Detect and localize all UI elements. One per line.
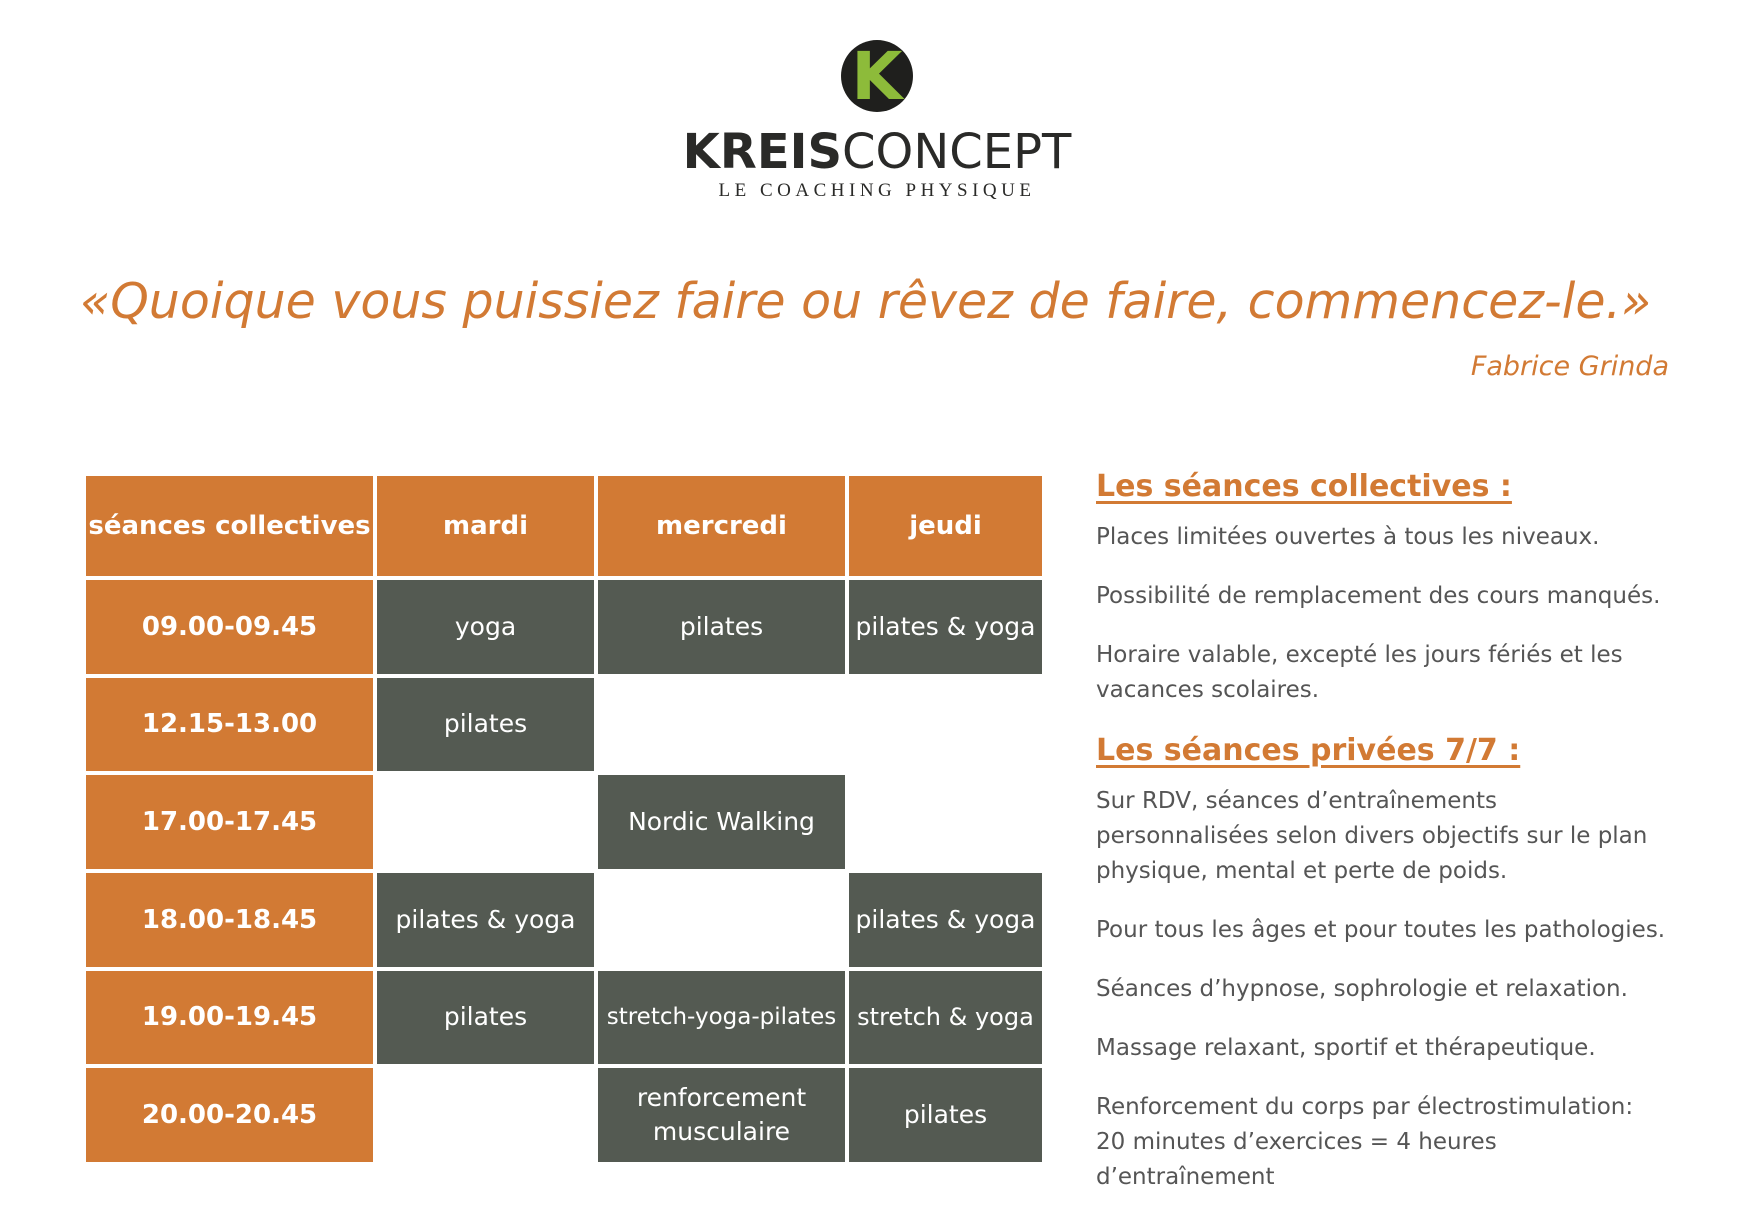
header-thursday: jeudi	[847, 474, 1044, 578]
info-paragraph: Pour tous les âges et pour toutes les pathologies.	[1096, 917, 1666, 943]
header-wednesday: mercredi	[596, 474, 847, 578]
private-sessions-title: Les séances privées 7/7 :	[1096, 733, 1521, 768]
logo-badge	[841, 40, 913, 112]
activity-cell: stretch-yoga-pilates	[596, 969, 847, 1067]
activity-cell: pilates	[375, 676, 596, 774]
table-row	[84, 969, 1044, 1067]
time-slot: 20.00-20.45	[84, 1066, 375, 1164]
empty-cell	[596, 676, 847, 774]
time-slot: 12.15-13.00	[84, 676, 375, 774]
quote-author: Fabrice Grinda	[1470, 351, 1669, 382]
activity-cell: stretch & yoga	[847, 969, 1044, 1067]
info-paragraph: Sur RDV, séances d’entraînements personnalisées selon divers objectifs sur le plan physique, mental et perte de poids.	[1096, 788, 1648, 884]
empty-cell	[847, 773, 1044, 871]
quote-text: «Quoique vous puissiez faire ou rêvez de faire, commencez-le.»	[80, 273, 1652, 330]
empty-cell	[375, 1066, 596, 1164]
empty-cell	[375, 773, 596, 871]
table-row	[84, 773, 1044, 871]
brand-tagline: LE COACHING PHYSIQUE	[718, 180, 1036, 201]
time-slot: 19.00-19.45	[84, 969, 375, 1067]
activity-cell: pilates & yoga	[375, 871, 596, 969]
schedule-header-row	[84, 474, 1044, 578]
activity-cell: pilates	[596, 578, 847, 676]
activity-cell: Nordic Walking	[596, 773, 847, 871]
info-paragraph: Renforcement du corps par électrostimulation: 20 minutes d’exercices = 4 heures d’entraînement	[1096, 1094, 1634, 1190]
info-paragraph: Horaire valable, excepté les jours fériés et les vacances scolaires.	[1096, 642, 1623, 703]
logo	[0, 40, 1754, 202]
activity-text: renforcement musculaire	[636, 1083, 807, 1147]
empty-cell	[847, 676, 1044, 774]
table-row	[84, 1066, 1044, 1164]
brand-name	[0, 126, 1754, 178]
activity-cell: pilates & yoga	[847, 871, 1044, 969]
info-paragraph: Possibilité de remplacement des cours manqués.	[1096, 583, 1661, 609]
table-row	[84, 578, 1044, 676]
activity-cell: pilates	[375, 969, 596, 1067]
time-slot: 18.00-18.45	[84, 871, 375, 969]
brand-bold: KREIS	[682, 124, 843, 180]
activity-cell: pilates & yoga	[847, 578, 1044, 676]
collective-sessions-title: Les séances collectives :	[1096, 469, 1512, 504]
time-slot: 09.00-09.45	[84, 578, 375, 676]
table-row	[84, 676, 1044, 774]
schedule-table	[82, 472, 1046, 1166]
logo-letter: K	[851, 40, 903, 112]
info-paragraph: Séances d’hypnose, sophrologie et relaxation.	[1096, 976, 1628, 1002]
info-panel	[1096, 466, 1696, 1195]
brand-light: CONCEPT	[842, 124, 1072, 180]
info-paragraph: Massage relaxant, sportif et thérapeutique.	[1096, 1035, 1596, 1061]
empty-cell	[596, 871, 847, 969]
activity-cell	[596, 1066, 847, 1164]
header-tuesday: mardi	[375, 474, 596, 578]
activity-cell: yoga	[375, 578, 596, 676]
table-row	[84, 871, 1044, 969]
activity-cell: pilates	[847, 1066, 1044, 1164]
header-sessions: séances collectives	[84, 474, 375, 578]
info-paragraph: Places limitées ouvertes à tous les niveaux.	[1096, 524, 1600, 550]
time-slot: 17.00-17.45	[84, 773, 375, 871]
